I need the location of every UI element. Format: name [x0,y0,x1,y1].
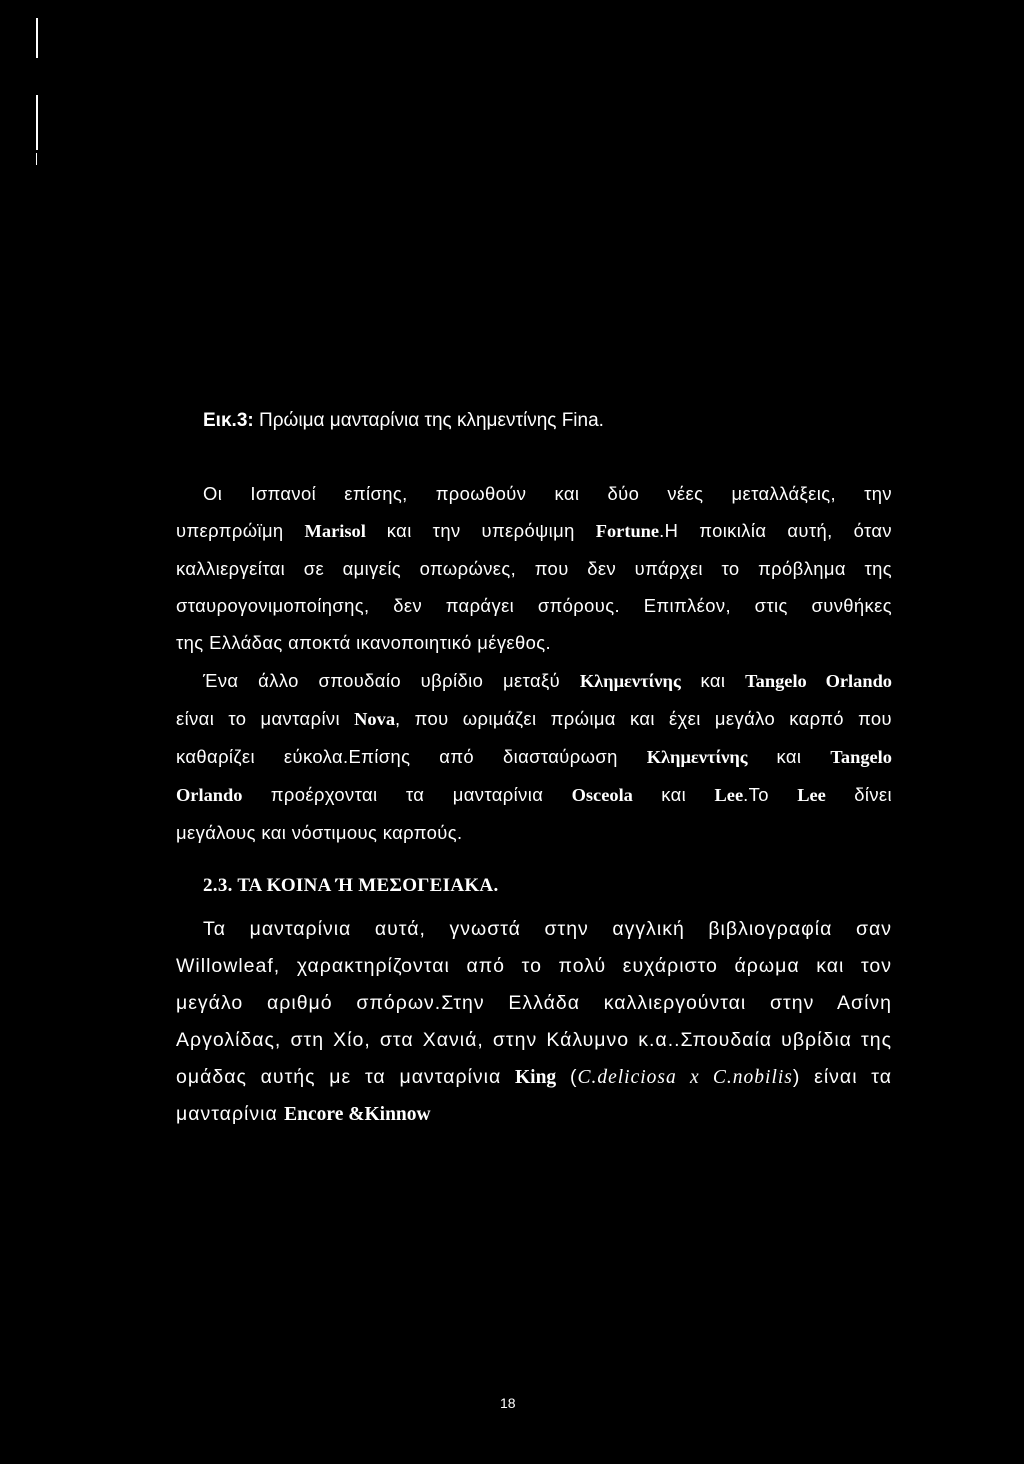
paragraph-2 [176,662,892,851]
paragraph-line: ομάδας αυτής με τα μανταρίνια King (C.deliciosa x C.nobilis) είναι τα [176,1066,892,1088]
paragraph-line: Οι Ισπανοί επίσης, προωθούν και δύο νέες μεταλλάξεις, την [203,483,892,504]
paragraph-line: Orlando προέρχονται τα μανταρίνια Osceola και Lee.Το Lee δίνει [176,784,892,805]
scan-artifact-line [36,18,38,58]
paragraph-line: της Ελλάδας αποκτά ικανοποιητικό μέγεθος. [176,632,552,653]
scan-artifact-line [36,153,37,165]
scan-artifact-line [36,95,38,150]
paragraph-line: Ένα άλλο σπουδαίο υβρίδιο μεταξύ Κλημεντίνης και Tangelo Orlando [203,670,893,691]
caption-label: Εικ.3: [203,410,254,431]
paragraph-line: μεγάλο αριθμό σπόρων.Στην Ελλάδα καλλιεργούνται στην Ασίνη [176,992,892,1014]
paragraph-line: μανταρίνια Encore &Kinnow [176,1103,431,1125]
paragraph-line: Τα μανταρίνια αυτά, γνωστά στην αγγλική βιβλιογραφία σαν [203,918,892,940]
figure-caption [203,410,604,432]
paragraph-3 [176,911,892,1133]
paragraph-line: Willowleaf, χαρακτηρίζονται από το πολύ ευχάριστο άρωμα και τον [176,955,892,977]
paragraph-line: σταυρογονιμοποίησης, δεν παράγει σπόρους. Επιπλέον, στις συνθήκες [176,595,892,616]
paragraph-line: Αργολίδας, στη Χίο, στα Χανιά, στην Κάλυμνο κ.α..Σπουδαία υβρίδια της [176,1029,892,1051]
paragraph-line: καθαρίζει εύκολα.Επίσης από διασταύρωση Κλημεντίνης και Tangelo [176,746,892,767]
caption-text: Πρώιμα μανταρίνια της κλημεντίνης Fina. [253,410,604,431]
paragraph-line: είναι το μανταρίνι Nova, που ωριμάζει πρώιμα και έχει μεγάλο καρπό που [176,708,892,729]
section-heading: 2.3. ΤΑ ΚΟΙΝΑ Ή ΜΕΣΟΓΕΙΑΚΑ. [203,875,499,896]
page-number: 18 [500,1395,516,1411]
paragraph-line: καλλιεργείται σε αμιγείς οπωρώνες, που δεν υπάρχει το πρόβλημα της [176,558,892,579]
paragraph-1 [176,475,892,661]
paragraph-line: υπερπρώϊμη Marisol και την υπερόψιμη Fortune.Η ποικιλία αυτή, όταν [176,520,892,541]
paragraph-line: μεγάλους και νόστιμους καρπούς. [176,822,463,843]
